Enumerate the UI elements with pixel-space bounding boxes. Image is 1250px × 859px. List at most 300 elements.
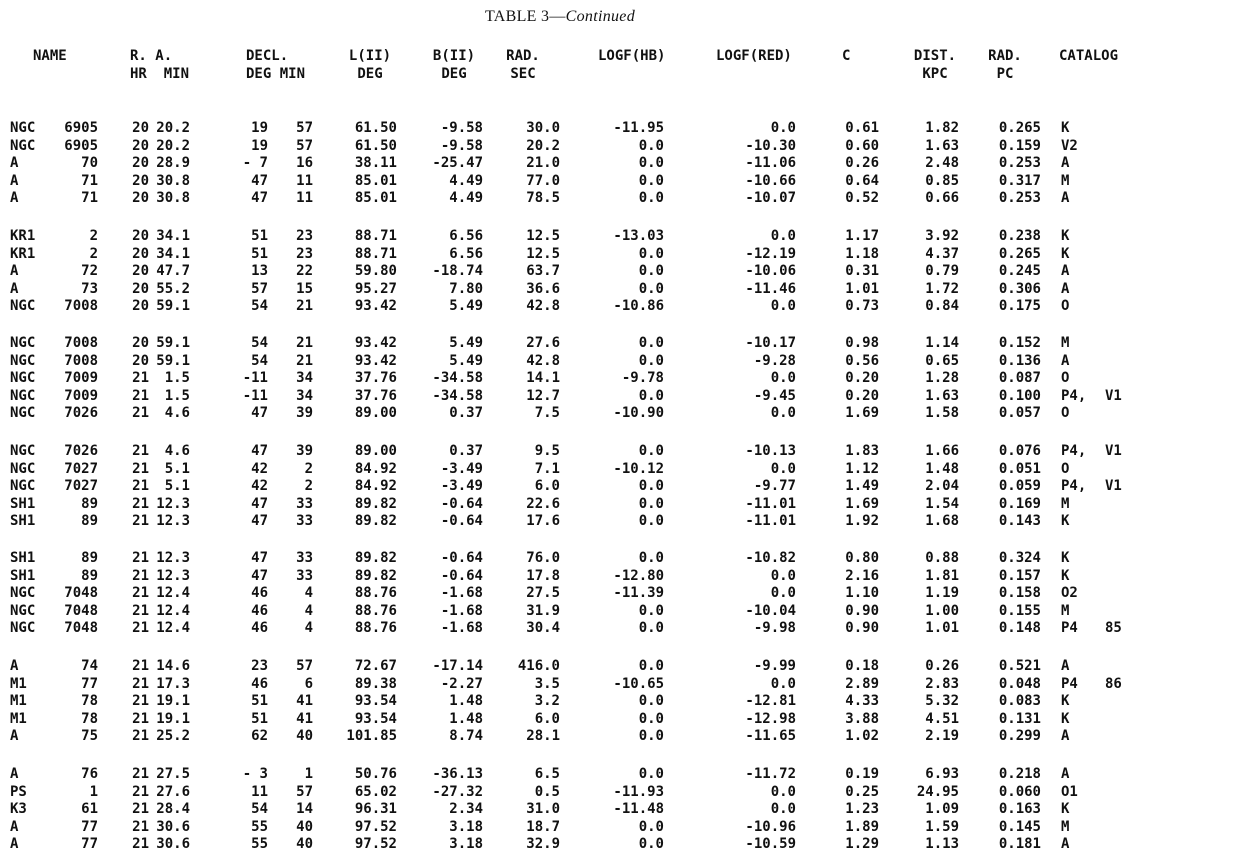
cell-ra-min: 34.1 (156, 228, 190, 244)
cell-ra-hr: 20 (132, 298, 149, 315)
cell-b2-deg: -27.32 (432, 783, 483, 800)
cell-ra-hr: 21 (132, 370, 149, 387)
cell-rad-pc: 0.087 (998, 370, 1041, 387)
cell-b2-deg: 3.18 (449, 818, 483, 835)
cell-logf-red: -10.96 (745, 818, 796, 835)
cell-name-prefix: A (10, 280, 19, 297)
cell-b2-deg: -36.13 (432, 766, 483, 782)
cell-ra-min: 17.3 (156, 675, 190, 692)
cell-ra-min: 30.6 (156, 818, 190, 835)
cell-b2-deg: -3.49 (440, 478, 483, 495)
cell-ra-min: 12.4 (156, 602, 190, 619)
cell-ra-min: 59.1 (156, 298, 190, 315)
cell-c-value: 1.10 (845, 585, 879, 602)
cell-logf-hb: -9.78 (621, 370, 664, 387)
cell-logf-red: -9.99 (753, 658, 796, 674)
cell-rad-sec: 416.0 (517, 658, 560, 674)
cell-rad-pc: 0.060 (998, 783, 1041, 800)
cell-b2-deg: 1.48 (449, 693, 483, 710)
cell-catalog: P4 (1061, 675, 1078, 692)
cell-rad-pc: 0.059 (998, 478, 1041, 495)
cell-decl-deg: 47 (251, 172, 268, 189)
cell-rad-pc: 0.306 (998, 280, 1041, 297)
cell-name-prefix: A (10, 263, 19, 280)
cell-b2-deg: 2.34 (449, 801, 483, 818)
cell-logf-hb: -11.93 (613, 783, 664, 800)
cell-ra-min: 20.2 (156, 120, 190, 136)
cell-dist-kpc: 1.72 (925, 280, 959, 297)
cell-catalog: P4, (1061, 387, 1087, 404)
cell-decl-min: 15 (296, 280, 313, 297)
cell-name-prefix: A (10, 190, 19, 207)
cell-dist-kpc: 1.14 (925, 335, 959, 351)
cell-c-value: 1.01 (845, 280, 879, 297)
cell-decl-deg: 46 (251, 675, 268, 692)
col-header-name (33, 47, 83, 65)
cell-dist-kpc: 2.19 (925, 728, 959, 745)
cell-rad-pc: 0.136 (998, 352, 1041, 369)
col-header-logf-hb (598, 47, 693, 65)
cell-logf-red: -9.98 (753, 620, 796, 637)
cell-b2-deg: 4.49 (449, 190, 483, 207)
cell-rad-sec: 76.0 (526, 550, 560, 566)
cell-b2-deg: -1.68 (440, 602, 483, 619)
cell-ra-min: 20.2 (156, 137, 190, 154)
cell-l2-deg: 85.01 (354, 190, 397, 207)
cell-rad-pc: 0.253 (998, 155, 1041, 172)
cell-l2-deg: 101.85 (346, 728, 397, 745)
cell-ra-min: 12.3 (156, 567, 190, 584)
cell-decl-deg: 19 (251, 137, 268, 154)
cell-logf-hb: 0.0 (638, 352, 664, 369)
col-header-unit: HR MIN (130, 66, 190, 82)
cell-logf-red: 0.0 (770, 567, 796, 584)
cell-logf-hb: 0.0 (638, 693, 664, 710)
cell-rad-pc: 0.253 (998, 190, 1041, 207)
cell-catalog: A (1061, 658, 1070, 674)
cell-rad-sec: 20.2 (526, 137, 560, 154)
cell-c-value: 0.20 (845, 387, 879, 404)
col-header-logf-red (716, 47, 816, 65)
cell-logf-red: -12.98 (745, 710, 796, 727)
cell-b2-deg: -17.14 (432, 658, 483, 674)
cell-ra-hr: 20 (132, 335, 149, 351)
cell-decl-min: 4 (304, 620, 313, 637)
cell-logf-hb: -10.90 (613, 405, 664, 422)
cell-decl-deg: 54 (251, 352, 268, 369)
cell-ra-min: 12.3 (156, 550, 190, 566)
cell-logf-hb: 0.0 (638, 263, 664, 280)
cell-logf-hb: 0.0 (638, 478, 664, 495)
cell-decl-min: 21 (296, 352, 313, 369)
cell-decl-min: 33 (296, 567, 313, 584)
cell-b2-deg: -34.58 (432, 387, 483, 404)
cell-logf-hb: 0.0 (638, 443, 664, 459)
cell-b2-deg: -0.64 (440, 513, 483, 530)
cell-b2-deg: 8.74 (449, 728, 483, 745)
cell-c-value: 1.92 (845, 513, 879, 530)
cell-rad-sec: 27.6 (526, 335, 560, 351)
cell-name-prefix: A (10, 658, 19, 674)
cell-rad-pc: 0.238 (998, 228, 1041, 244)
cell-rad-pc: 0.324 (998, 550, 1041, 566)
cell-b2-deg: 6.56 (449, 245, 483, 262)
cell-l2-deg: 89.82 (354, 513, 397, 530)
cell-logf-hb: 0.0 (638, 710, 664, 727)
cell-ra-min: 4.6 (164, 443, 190, 459)
cell-rad-sec: 3.2 (534, 693, 560, 710)
cell-c-value: 1.69 (845, 495, 879, 512)
cell-catalog: K (1061, 710, 1070, 727)
cell-decl-min: 11 (296, 172, 313, 189)
cell-rad-sec: 12.7 (526, 387, 560, 404)
cell-rad-pc: 0.145 (998, 818, 1041, 835)
cell-c-value: 0.19 (845, 766, 879, 782)
cell-rad-sec: 63.7 (526, 263, 560, 280)
cell-name-number: 7027 (64, 478, 98, 495)
cell-name-number: 2 (89, 245, 98, 262)
col-header-unit: DEG (441, 66, 467, 82)
cell-ra-min: 59.1 (156, 335, 190, 351)
col-header-unit: PC (996, 66, 1014, 82)
cell-ra-hr: 20 (132, 155, 149, 172)
cell-logf-red: -10.17 (745, 335, 796, 351)
cell-ra-min: 27.5 (156, 766, 190, 782)
cell-catalog: A (1061, 352, 1070, 369)
cell-decl-min: 1 (304, 766, 313, 782)
cell-l2-deg: 65.02 (354, 783, 397, 800)
cell-ra-hr: 21 (132, 783, 149, 800)
cell-name-number: 61 (81, 801, 98, 818)
cell-name-prefix: NGC (10, 443, 36, 459)
cell-ra-hr: 21 (132, 658, 149, 674)
cell-name-prefix: K3 (10, 801, 27, 818)
cell-c-value: 3.88 (845, 710, 879, 727)
cell-decl-deg: 55 (251, 836, 268, 853)
cell-l2-deg: 37.76 (354, 370, 397, 387)
cell-logf-hb: 0.0 (638, 495, 664, 512)
cell-c-value: 0.73 (845, 298, 879, 315)
cell-name-prefix: NGC (10, 602, 36, 619)
col-header-label: L(II) (348, 48, 392, 64)
cell-ra-hr: 21 (132, 513, 149, 530)
cell-decl-min: 6 (304, 675, 313, 692)
cell-ra-min: 1.5 (164, 387, 190, 404)
cell-rad-sec: 6.5 (534, 766, 560, 782)
cell-catalog: M (1061, 172, 1070, 189)
cell-dist-kpc: 0.85 (925, 172, 959, 189)
cell-catalog: K (1061, 513, 1070, 530)
col-header-unit: SEC (510, 66, 536, 82)
cell-rad-sec: 27.5 (526, 585, 560, 602)
cell-dist-kpc: 0.88 (925, 550, 959, 566)
cell-name-number: 77 (81, 818, 98, 835)
cell-rad-sec: 30.4 (526, 620, 560, 637)
cell-decl-min: 33 (296, 513, 313, 530)
cell-name-number: 74 (81, 658, 98, 674)
cell-c-value: 1.17 (845, 228, 879, 244)
col-header-unit: DEG (357, 66, 383, 82)
cell-catalog-extra: 85 (1105, 620, 1122, 637)
cell-rad-sec: 31.9 (526, 602, 560, 619)
cell-decl-deg: 47 (251, 495, 268, 512)
cell-decl-deg: 55 (251, 818, 268, 835)
cell-decl-min: 39 (296, 443, 313, 459)
cell-dist-kpc: 5.32 (925, 693, 959, 710)
cell-ra-min: 30.8 (156, 190, 190, 207)
cell-rad-sec: 7.5 (534, 405, 560, 422)
cell-ra-hr: 20 (132, 263, 149, 280)
cell-decl-min: 22 (296, 263, 313, 280)
cell-decl-min: 40 (296, 836, 313, 853)
cell-decl-min: 16 (296, 155, 313, 172)
cell-ra-min: 30.8 (156, 172, 190, 189)
cell-b2-deg: -1.68 (440, 585, 483, 602)
cell-l2-deg: 89.38 (354, 675, 397, 692)
cell-rad-pc: 0.521 (998, 658, 1041, 674)
cell-decl-min: 4 (304, 585, 313, 602)
cell-name-prefix: A (10, 818, 19, 835)
title-text: TABLE 3— (484, 8, 566, 25)
cell-logf-red: 0.0 (770, 783, 796, 800)
cell-rad-pc: 0.218 (998, 766, 1041, 782)
cell-dist-kpc: 1.00 (925, 602, 959, 619)
cell-dist-kpc: 0.26 (925, 658, 959, 674)
cell-logf-hb: 0.0 (638, 658, 664, 674)
cell-rad-pc: 0.163 (998, 801, 1041, 818)
cell-name-prefix: A (10, 836, 19, 853)
cell-rad-sec: 9.5 (534, 443, 560, 459)
cell-name-prefix: NGC (10, 352, 36, 369)
cell-l2-deg: 61.50 (354, 120, 397, 136)
cell-decl-deg: 46 (251, 620, 268, 637)
cell-ra-min: 14.6 (156, 658, 190, 674)
cell-name-number: 7008 (64, 298, 98, 315)
cell-ra-hr: 21 (132, 710, 149, 727)
cell-decl-deg: 51 (251, 693, 268, 710)
cell-catalog: K (1061, 801, 1070, 818)
cell-decl-min: 39 (296, 405, 313, 422)
cell-name-prefix: NGC (10, 460, 36, 477)
cell-name-number: 71 (81, 190, 98, 207)
cell-decl-deg: -11 (242, 370, 268, 387)
cell-logf-hb: -11.39 (613, 585, 664, 602)
col-header-unit: KPC (922, 66, 948, 82)
cell-logf-red: 0.0 (770, 405, 796, 422)
cell-decl-deg: 19 (251, 120, 268, 136)
cell-b2-deg: -3.49 (440, 460, 483, 477)
cell-decl-min: 40 (296, 728, 313, 745)
cell-name-number: 6905 (64, 120, 98, 136)
cell-ra-min: 55.2 (156, 280, 190, 297)
cell-b2-deg: -0.64 (440, 567, 483, 584)
cell-decl-deg: 47 (251, 550, 268, 566)
cell-ra-hr: 20 (132, 280, 149, 297)
cell-name-number: 77 (81, 836, 98, 853)
cell-catalog: O (1061, 370, 1070, 387)
cell-logf-red: -11.46 (745, 280, 796, 297)
cell-rad-pc: 0.148 (998, 620, 1041, 637)
cell-l2-deg: 61.50 (354, 137, 397, 154)
cell-name-number: 7048 (64, 620, 98, 637)
cell-decl-deg: 47 (251, 443, 268, 459)
cell-ra-hr: 21 (132, 836, 149, 853)
cell-logf-hb: 0.0 (638, 602, 664, 619)
cell-name-number: 7027 (64, 460, 98, 477)
cell-ra-hr: 21 (132, 818, 149, 835)
cell-logf-red: -12.81 (745, 693, 796, 710)
cell-logf-red: -11.65 (745, 728, 796, 745)
cell-logf-red: -11.01 (745, 495, 796, 512)
cell-logf-red: -9.45 (753, 387, 796, 404)
cell-catalog: M (1061, 818, 1070, 835)
cell-rad-pc: 0.265 (998, 245, 1041, 262)
cell-logf-red: -10.30 (745, 137, 796, 154)
cell-name-prefix: M1 (10, 693, 27, 710)
cell-name-number: 6905 (64, 137, 98, 154)
title-continued: Continued (565, 8, 636, 25)
cell-logf-hb: 0.0 (638, 245, 664, 262)
cell-logf-red: -11.01 (745, 513, 796, 530)
cell-decl-deg: 46 (251, 602, 268, 619)
cell-logf-red: 0.0 (770, 801, 796, 818)
col-header-catalog (1059, 47, 1149, 65)
cell-b2-deg: -9.58 (440, 137, 483, 154)
cell-name-prefix: NGC (10, 370, 36, 387)
cell-catalog: A (1061, 766, 1070, 782)
cell-name-number: 78 (81, 710, 98, 727)
cell-l2-deg: 37.76 (354, 387, 397, 404)
cell-catalog: P4, (1061, 443, 1087, 459)
cell-name-prefix: NGC (10, 585, 36, 602)
cell-dist-kpc: 1.48 (925, 460, 959, 477)
cell-logf-red: -11.06 (745, 155, 796, 172)
cell-name-number: 89 (81, 495, 98, 512)
cell-name-prefix: SH1 (10, 567, 36, 584)
cell-l2-deg: 97.52 (354, 818, 397, 835)
cell-decl-deg: 47 (251, 567, 268, 584)
cell-b2-deg: 3.18 (449, 836, 483, 853)
cell-decl-min: 14 (296, 801, 313, 818)
cell-c-value: 0.20 (845, 370, 879, 387)
cell-rad-pc: 0.057 (998, 405, 1041, 422)
col-header-unit: DEG MIN (246, 66, 306, 82)
cell-dist-kpc: 1.68 (925, 513, 959, 530)
cell-rad-sec: 77.0 (526, 172, 560, 189)
cell-decl-deg: - 3 (242, 766, 268, 782)
cell-name-prefix: NGC (10, 298, 36, 315)
cell-logf-hb: -10.86 (613, 298, 664, 315)
cell-logf-hb: 0.0 (638, 387, 664, 404)
cell-decl-deg: 23 (251, 658, 268, 674)
cell-logf-hb: 0.0 (638, 137, 664, 154)
cell-decl-deg: 13 (251, 263, 268, 280)
col-header-label: RAD. (988, 48, 1022, 64)
cell-name-number: 1 (89, 783, 98, 800)
cell-name-number: 7026 (64, 443, 98, 459)
cell-logf-hb: 0.0 (638, 728, 664, 745)
cell-dist-kpc: 6.93 (925, 766, 959, 782)
cell-l2-deg: 89.00 (354, 405, 397, 422)
cell-decl-deg: 54 (251, 801, 268, 818)
cell-b2-deg: -1.68 (440, 620, 483, 637)
cell-dist-kpc: 3.92 (925, 228, 959, 244)
cell-logf-red: -10.82 (745, 550, 796, 566)
cell-name-prefix: A (10, 155, 19, 172)
cell-dist-kpc: 1.81 (925, 567, 959, 584)
cell-c-value: 0.18 (845, 658, 879, 674)
cell-catalog: K (1061, 245, 1070, 262)
cell-logf-red: 0.0 (770, 120, 796, 136)
cell-catalog: A (1061, 280, 1070, 297)
cell-rad-pc: 0.157 (998, 567, 1041, 584)
cell-logf-hb: 0.0 (638, 280, 664, 297)
cell-logf-red: -10.06 (745, 263, 796, 280)
cell-decl-min: 57 (296, 783, 313, 800)
cell-name-prefix: SH1 (10, 495, 36, 512)
cell-b2-deg: -2.27 (440, 675, 483, 692)
col-header-label: LOGF(RED) (716, 48, 792, 64)
cell-logf-red: 0.0 (770, 370, 796, 387)
cell-name-prefix: M1 (10, 675, 27, 692)
cell-catalog: P4, (1061, 478, 1087, 495)
cell-catalog: A (1061, 263, 1070, 280)
cell-l2-deg: 93.42 (354, 335, 397, 351)
cell-rad-pc: 0.245 (998, 263, 1041, 280)
cell-b2-deg: -0.64 (440, 495, 483, 512)
cell-ra-hr: 21 (132, 478, 149, 495)
cell-ra-min: 59.1 (156, 352, 190, 369)
cell-decl-deg: 42 (251, 460, 268, 477)
cell-ra-min: 1.5 (164, 370, 190, 387)
cell-dist-kpc: 0.79 (925, 263, 959, 280)
cell-decl-min: 2 (304, 478, 313, 495)
cell-ra-min: 19.1 (156, 710, 190, 727)
cell-logf-hb: -10.12 (613, 460, 664, 477)
cell-name-prefix: NGC (10, 120, 36, 136)
cell-logf-red: -10.59 (745, 836, 796, 853)
cell-name-prefix: SH1 (10, 550, 36, 566)
cell-ra-hr: 21 (132, 460, 149, 477)
cell-c-value: 0.98 (845, 335, 879, 351)
cell-catalog: O1 (1061, 783, 1078, 800)
cell-c-value: 0.90 (845, 620, 879, 637)
cell-rad-sec: 22.6 (526, 495, 560, 512)
cell-rad-pc: 0.131 (998, 710, 1041, 727)
cell-ra-min: 5.1 (164, 460, 190, 477)
cell-ra-min: 19.1 (156, 693, 190, 710)
cell-name-number: 7048 (64, 602, 98, 619)
cell-dist-kpc: 1.01 (925, 620, 959, 637)
cell-catalog: O (1061, 460, 1070, 477)
cell-catalog: K (1061, 120, 1070, 136)
cell-catalog-extra: 86 (1105, 675, 1122, 692)
cell-l2-deg: 50.76 (354, 766, 397, 782)
cell-name-prefix: A (10, 728, 19, 745)
cell-l2-deg: 97.52 (354, 836, 397, 853)
cell-name-number: 89 (81, 513, 98, 530)
cell-rad-sec: 21.0 (526, 155, 560, 172)
cell-dist-kpc: 0.66 (925, 190, 959, 207)
cell-name-number: 71 (81, 172, 98, 189)
col-header-label: DECL. (246, 48, 289, 64)
cell-decl-deg: 47 (251, 190, 268, 207)
col-header-decl (246, 47, 316, 83)
cell-ra-min: 47.7 (156, 263, 190, 280)
cell-logf-red: -9.28 (753, 352, 796, 369)
cell-logf-hb: 0.0 (638, 190, 664, 207)
cell-b2-deg: -34.58 (432, 370, 483, 387)
